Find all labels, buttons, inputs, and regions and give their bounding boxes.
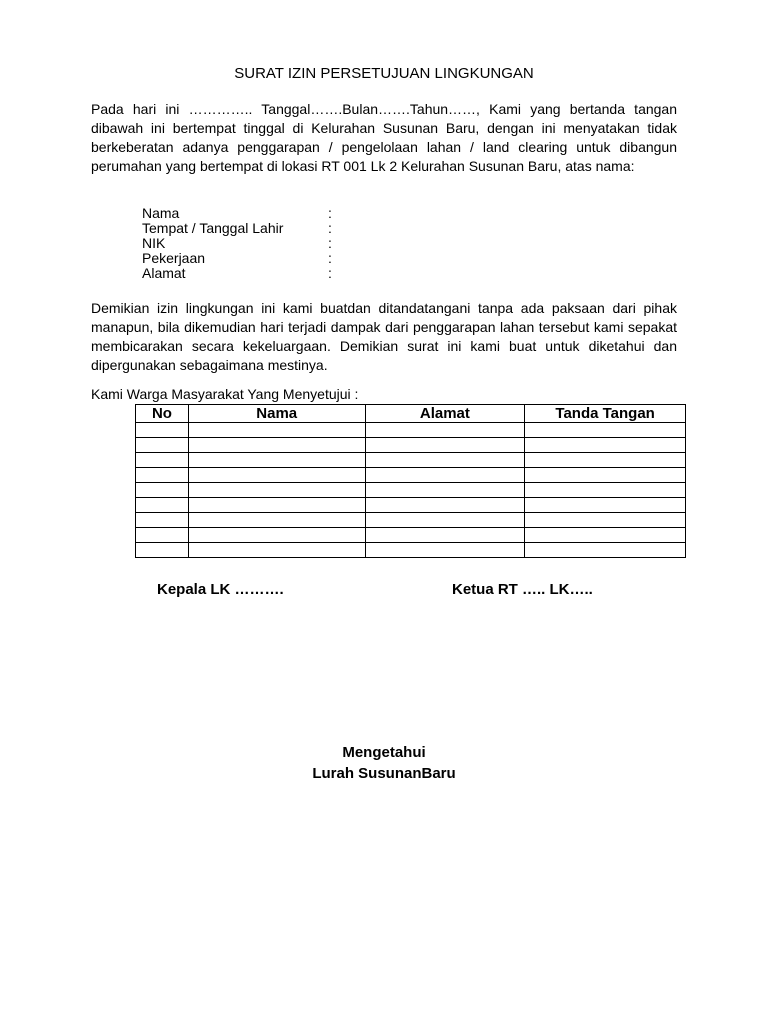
table-cell (525, 483, 686, 498)
table-cell (188, 423, 365, 438)
field-label: Nama (142, 205, 180, 221)
field-row-pekerjaan (142, 251, 338, 266)
table-cell (136, 483, 189, 498)
table-cell (188, 483, 365, 498)
acknowledgement-block (0, 742, 768, 784)
table-cell (525, 453, 686, 468)
field-colon: : (328, 220, 332, 236)
table-cell (525, 438, 686, 453)
table-cell (188, 468, 365, 483)
table-header-row (136, 405, 686, 423)
table-cell (525, 498, 686, 513)
table-cell (136, 528, 189, 543)
table-cell (365, 438, 525, 453)
table-cell (188, 543, 365, 558)
identity-fields (142, 206, 338, 281)
document-title: SURAT IZIN PERSETUJUAN LINGKUNGAN (234, 65, 534, 82)
lurah-title: Lurah SusunanBaru (312, 765, 456, 782)
field-colon: : (328, 205, 332, 221)
table-cell (525, 543, 686, 558)
column-header-tanda-tangan: Tanda Tangan (525, 405, 686, 423)
table-cell (188, 528, 365, 543)
table-cell (136, 423, 189, 438)
table-row (136, 543, 686, 558)
table-cell (365, 543, 525, 558)
field-row-alamat (142, 266, 338, 281)
table-cell (136, 543, 189, 558)
field-row-tempat-tanggal-lahir (142, 221, 338, 236)
signature-kepala-lk: Kepala LK ………. (157, 581, 284, 598)
table-cell (188, 498, 365, 513)
table-row (136, 513, 686, 528)
table-cell (188, 513, 365, 528)
column-header-alamat: Alamat (365, 405, 525, 423)
table-cell (136, 468, 189, 483)
table-cell (365, 468, 525, 483)
field-colon: : (328, 265, 332, 281)
field-row-nik (142, 236, 338, 251)
table-row (136, 498, 686, 513)
approval-table (135, 404, 686, 558)
field-label: Pekerjaan (142, 250, 206, 266)
table-row (136, 483, 686, 498)
field-row-nama (142, 206, 338, 221)
table-cell (188, 453, 365, 468)
table-cell (365, 498, 525, 513)
table-cell (525, 468, 686, 483)
table-cell (136, 498, 189, 513)
table-cell (365, 423, 525, 438)
table-row (136, 468, 686, 483)
field-colon: : (328, 235, 332, 251)
field-label: Tempat / Tanggal Lahir (142, 220, 284, 236)
opening-paragraph: Pada hari ini ………….. Tanggal…….Bulan…….Tahun……, Kami yang bertanda tangan dibawah ini bertempat tinggal di Kelurahan Susunan Baru, dengan ini menyatakan tidak berkeberatan adanya penggarapan / pengelolaan lahan / land clearing untuk dibangun perumahan yang bertempat di lokasi RT 001 Lk 2 Kelurahan Susunan Baru, atas nama: (91, 101, 677, 174)
table-cell (525, 528, 686, 543)
table-cell (188, 438, 365, 453)
table-cell (525, 513, 686, 528)
table-cell (365, 513, 525, 528)
closing-paragraph: Demikian izin lingkungan ini kami buatdan ditandatangani tanpa ada paksaan dari pihak manapun, bila dikemudian hari terjadi dampak dari penggarapan lahan tersebut kami sepakat membicarakan secara kekeluargaan. Demikian surat ini kami buat untuk diketahui dan dipergunakan sebagaimana mestinya. (91, 300, 677, 373)
signature-ketua-rt: Ketua RT ….. LK….. (452, 581, 593, 598)
field-label: NIK (142, 235, 166, 251)
table-row (136, 453, 686, 468)
column-header-no: No (136, 405, 189, 423)
table-cell (365, 528, 525, 543)
acknowledgement-label: Mengetahui (342, 744, 426, 761)
field-colon: : (328, 250, 332, 266)
column-header-nama: Nama (188, 405, 365, 423)
table-cell (136, 438, 189, 453)
table-cell (365, 453, 525, 468)
table-intro: Kami Warga Masyarakat Yang Menyetujui : (91, 386, 359, 402)
table-row (136, 528, 686, 543)
table-cell (136, 513, 189, 528)
table-cell (136, 453, 189, 468)
table-row (136, 423, 686, 438)
table-body (136, 423, 686, 558)
field-label: Alamat (142, 265, 186, 281)
table-row (136, 438, 686, 453)
table-cell (365, 483, 525, 498)
table-cell (525, 423, 686, 438)
